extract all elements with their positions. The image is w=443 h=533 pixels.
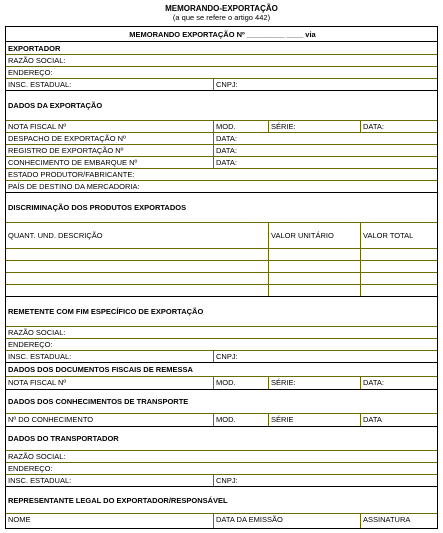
descricao-cell[interactable] xyxy=(6,249,268,260)
valor-unitario-cell[interactable] xyxy=(268,273,361,284)
conhecimento-mod-field[interactable]: MOD. xyxy=(213,414,270,426)
nota-fiscal-row xyxy=(6,121,437,133)
valor-total-cell[interactable] xyxy=(360,285,437,296)
valor-total-cell[interactable] xyxy=(360,273,437,284)
remessa-nota-fiscal-field[interactable]: NOTA FISCAL Nº xyxy=(8,378,67,387)
field-label: ENDEREÇO: xyxy=(8,68,53,77)
memorando-form xyxy=(5,26,438,529)
valor-unitario-cell[interactable] xyxy=(268,261,361,272)
table-row[interactable] xyxy=(6,261,437,273)
section-header: DADOS DOS DOCUMENTOS FISCAIS DE REMESSA xyxy=(8,365,193,374)
serie-field[interactable]: SÉRIE: xyxy=(268,121,361,132)
exportador-cnpj-field[interactable]: CNPJ: xyxy=(213,79,437,90)
conhecimento-transporte-row xyxy=(6,414,437,427)
despacho-row xyxy=(6,133,437,145)
transportador-insc-cnpj-row xyxy=(6,475,437,487)
section-header: DISCRIMINAÇÃO DOS PRODUTOS EXPORTADOS xyxy=(8,203,187,212)
nota-fiscal-field[interactable]: NOTA FISCAL Nº xyxy=(8,122,67,131)
products-table-header xyxy=(6,223,437,249)
section-discriminacao xyxy=(6,193,437,223)
exportador-insc-cnpj-row xyxy=(6,79,437,91)
exportador-insc-estadual-field[interactable]: INSC. ESTADUAL: xyxy=(8,80,72,89)
section-transportador xyxy=(6,427,437,451)
descricao-cell[interactable] xyxy=(6,285,268,296)
valor-total-cell[interactable] xyxy=(360,249,437,260)
memo-number-label: MEMORANDO EXPORTAÇÃO Nº _________ ____ via xyxy=(129,30,316,39)
section-docs-remessa xyxy=(6,363,437,377)
section-header: DADOS DA EXPORTAÇÃO xyxy=(8,101,103,110)
section-dados-exportacao xyxy=(6,91,437,121)
col-descricao-header: QUANT. UND. DESCRIÇÃO xyxy=(8,231,103,240)
field-label: RAZÃO SOCIAL: xyxy=(8,328,66,337)
transportador-endereco-field[interactable] xyxy=(6,463,437,475)
transportador-razao-social-field[interactable] xyxy=(6,451,437,463)
memo-number-row xyxy=(6,27,437,42)
section-remetente xyxy=(6,297,437,327)
descricao-cell[interactable] xyxy=(6,261,268,272)
section-representante xyxy=(6,487,437,514)
registro-row xyxy=(6,145,437,157)
representante-data-emissao-field[interactable]: DATA DA EMISSÃO xyxy=(213,514,361,528)
section-header: DADOS DOS CONHECIMENTOS DE TRANSPORTE xyxy=(8,397,189,406)
conhecimento-numero-field[interactable]: Nº DO CONHECIMENTO xyxy=(8,415,94,424)
remessa-nota-fiscal-row xyxy=(6,377,437,390)
registro-field[interactable]: REGISTRO DE EXPORTAÇÃO Nº xyxy=(8,146,124,155)
section-header: DADOS DO TRANSPORTADOR xyxy=(8,434,119,443)
section-exportador xyxy=(6,42,437,55)
valor-unitario-cell[interactable] xyxy=(268,249,361,260)
remessa-mod-field[interactable]: MOD. xyxy=(213,377,270,389)
despacho-data-field[interactable]: DATA: xyxy=(213,133,437,144)
col-valor-total-header: VALOR TOTAL xyxy=(360,223,437,248)
section-conhecimentos xyxy=(6,390,437,414)
mod-field[interactable]: MOD. xyxy=(213,121,270,132)
exportador-razao-social-field[interactable] xyxy=(6,55,437,67)
field-label: RAZÃO SOCIAL: xyxy=(8,56,66,65)
remetente-insc-estadual-field[interactable]: INSC. ESTADUAL: xyxy=(8,352,72,361)
conhecimento-data-field[interactable]: DATA xyxy=(360,414,437,426)
field-label: PAÍS DE DESTINO DA MERCADORIA: xyxy=(8,182,140,191)
valor-unitario-cell[interactable] xyxy=(268,285,361,296)
field-label: RAZÃO SOCIAL: xyxy=(8,452,66,461)
field-label: ENDEREÇO: xyxy=(8,464,53,473)
conhecimento-serie-field[interactable]: SÉRIE xyxy=(268,414,361,426)
remessa-data-field[interactable]: DATA: xyxy=(360,377,437,389)
section-header: EXPORTADOR xyxy=(8,44,61,53)
conhecimento-field[interactable]: CONHECIMENTO DE EMBARQUE Nº xyxy=(8,158,138,167)
table-row[interactable] xyxy=(6,285,437,297)
valor-total-cell[interactable] xyxy=(360,261,437,272)
field-label: ENDEREÇO: xyxy=(8,340,53,349)
representante-row xyxy=(6,514,437,528)
remetente-endereco-field[interactable] xyxy=(6,339,437,351)
section-header: REMETENTE COM FIM ESPECÍFICO DE EXPORTAÇÃO xyxy=(8,307,204,316)
remetente-insc-cnpj-row xyxy=(6,351,437,363)
transportador-insc-estadual-field[interactable]: INSC. ESTADUAL: xyxy=(8,476,72,485)
section-header: REPRESENTANTE LEGAL DO EXPORTADOR/RESPONSÁVEL xyxy=(8,496,228,505)
remetente-cnpj-field[interactable]: CNPJ: xyxy=(213,351,437,362)
pais-destino-field[interactable] xyxy=(6,181,437,193)
estado-produtor-field[interactable] xyxy=(6,169,437,181)
remetente-razao-social-field[interactable] xyxy=(6,327,437,339)
transportador-cnpj-field[interactable]: CNPJ: xyxy=(213,475,437,486)
data-field[interactable]: DATA: xyxy=(360,121,437,132)
document-title: MEMORANDO-EXPORTAÇÃO xyxy=(165,4,278,13)
representante-assinatura-field[interactable]: ASSINATURA xyxy=(360,514,437,528)
registro-data-field[interactable]: DATA: xyxy=(213,145,437,156)
conhecimento-data-field[interactable]: DATA: xyxy=(213,157,437,168)
despacho-field[interactable]: DESPACHO DE EXPORTAÇÃO Nº xyxy=(8,134,126,143)
table-row[interactable] xyxy=(6,249,437,261)
field-label: ESTADO PRODUTOR/FABRICANTE: xyxy=(8,170,135,179)
descricao-cell[interactable] xyxy=(6,273,268,284)
representante-nome-field[interactable]: NOME xyxy=(8,515,31,524)
table-row[interactable] xyxy=(6,273,437,285)
document-subtitle: (a que se refere o artigo 442) xyxy=(172,13,271,22)
conhecimento-row xyxy=(6,157,437,169)
col-valor-unitario-header: VALOR UNITÁRIO xyxy=(268,223,361,248)
remessa-serie-field[interactable]: SÉRIE: xyxy=(268,377,361,389)
exportador-endereco-field[interactable] xyxy=(6,67,437,79)
